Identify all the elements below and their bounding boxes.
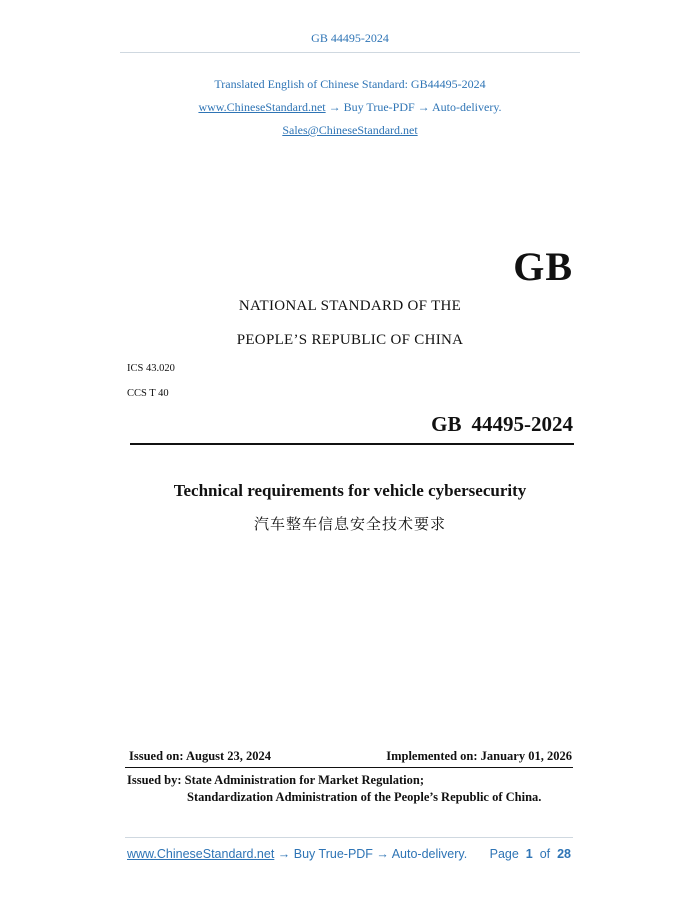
promo-line-translation: Translated English of Chinese Standard: GB44495-2024: [214, 77, 486, 91]
promo-buy-text: → Buy True-PDF → Auto-delivery.: [325, 100, 502, 114]
standard-prefix: GB: [431, 412, 462, 436]
issued-by-line2: Standardization Administration of the People’s Republic of China.: [187, 790, 542, 804]
title-divider: [130, 443, 574, 445]
implemented-on: Implemented on: January 01, 2026: [386, 749, 572, 763]
standard-code: 44495-2024: [471, 412, 573, 436]
national-standard-line2: PEOPLE’S REPUBLIC OF CHINA: [236, 332, 464, 348]
issued-by-line1: Issued by: State Administration for Market Regulation;: [127, 773, 424, 787]
national-standard-line1: NATIONAL STANDARD OF THE: [238, 298, 462, 314]
issue-divider: [125, 767, 573, 768]
page-current: 1: [525, 847, 533, 861]
page-total: 28: [557, 847, 571, 861]
footer-divider: [125, 837, 573, 838]
ccs-code: CCS T 40: [127, 388, 169, 399]
page-header: GB 44495-2024: [311, 31, 389, 45]
page-of: of: [539, 847, 551, 861]
promo-site-link[interactable]: www.ChineseStandard.net: [198, 100, 326, 114]
issued-on: Issued on: August 23, 2024: [129, 749, 272, 763]
footer-site-link[interactable]: www.ChineseStandard.net: [127, 847, 275, 861]
footer-buy-text: → Buy True-PDF → Auto-delivery.: [274, 847, 468, 861]
standard-number: [431, 412, 573, 437]
title-english: Technical requirements for vehicle cybersecurity: [173, 481, 527, 500]
header-divider: [120, 52, 580, 53]
footer-promo: [127, 847, 467, 861]
page-indicator: [490, 847, 571, 861]
ics-code: ICS 43.020: [127, 363, 175, 374]
promo-line-email: [0, 123, 700, 138]
promo-line-buy: [0, 100, 700, 115]
gb-logo: GB: [513, 244, 573, 289]
title-chinese: 汽车整车信息安全技术要求: [253, 515, 446, 533]
promo-email-link[interactable]: Sales@ChineseStandard.net: [282, 123, 418, 137]
page-label: Page: [489, 847, 519, 861]
